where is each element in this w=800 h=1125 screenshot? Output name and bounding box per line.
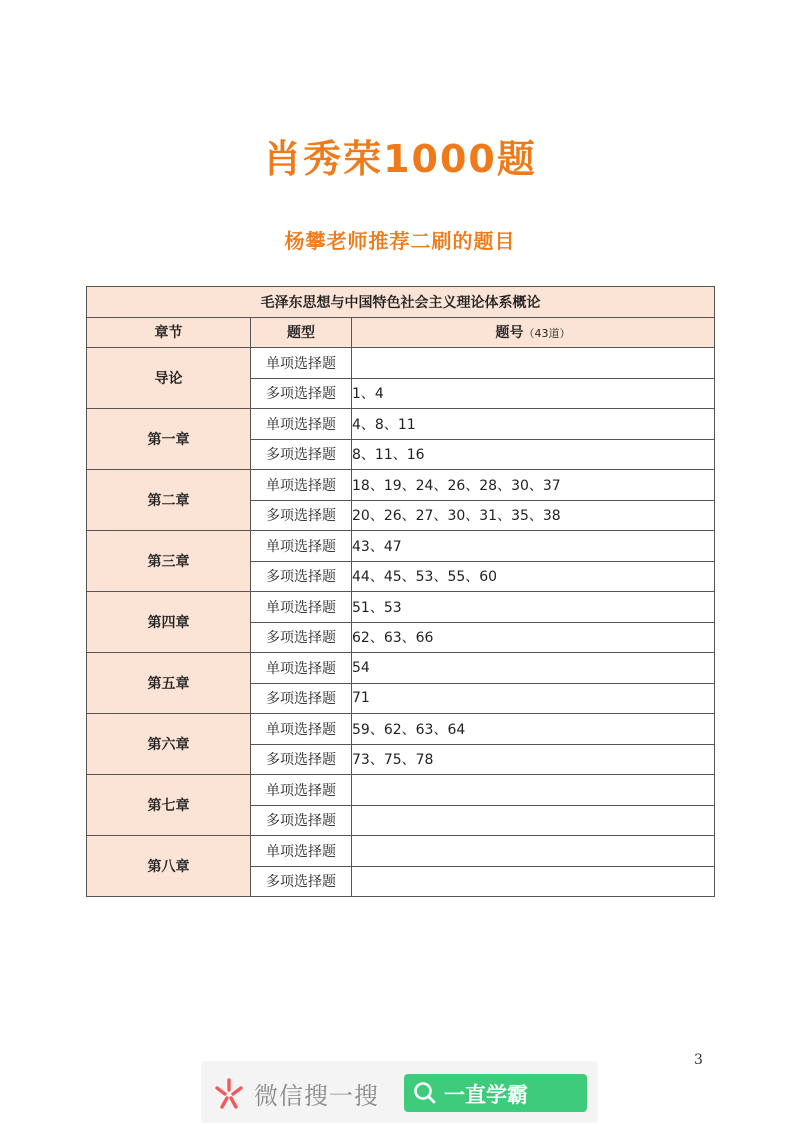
type-cell: 多项选择题	[251, 622, 352, 653]
type-cell: 单项选择题	[251, 348, 352, 379]
numbers-cell: 51、53	[352, 592, 715, 623]
numbers-cell	[352, 348, 715, 379]
header-chapter: 章节	[87, 317, 251, 348]
numbers-cell: 8、11、16	[352, 439, 715, 470]
numbers-cell: 20、26、27、30、31、35、38	[352, 500, 715, 531]
chapter-cell: 第八章	[87, 836, 251, 897]
type-cell: 单项选择题	[251, 531, 352, 562]
header-numbers-label: 题号	[495, 325, 524, 342]
chapter-cell: 导论	[87, 348, 251, 409]
chapter-cell: 第二章	[87, 470, 251, 531]
table-title: 毛泽东思想与中国特色社会主义理论体系概论	[87, 287, 715, 318]
question-table	[86, 286, 715, 897]
table-row	[87, 836, 715, 867]
type-cell: 多项选择题	[251, 378, 352, 409]
type-cell: 多项选择题	[251, 439, 352, 470]
numbers-cell: 44、45、53、55、60	[352, 561, 715, 592]
type-cell: 单项选择题	[251, 653, 352, 684]
numbers-cell: 43、47	[352, 531, 715, 562]
chapter-cell: 第六章	[87, 714, 251, 775]
numbers-cell: 54	[352, 653, 715, 684]
header-count: （43道）	[523, 327, 571, 341]
type-cell: 单项选择题	[251, 592, 352, 623]
watermark-search-query: 一直学霸	[444, 1083, 528, 1107]
page-number: 3	[694, 1052, 703, 1068]
type-cell: 单项选择题	[251, 714, 352, 745]
type-cell: 单项选择题	[251, 470, 352, 501]
numbers-cell: 59、62、63、64	[352, 714, 715, 745]
table-body	[87, 348, 715, 897]
type-cell: 多项选择题	[251, 866, 352, 897]
type-cell: 多项选择题	[251, 683, 352, 714]
numbers-cell: 18、19、24、26、28、30、37	[352, 470, 715, 501]
document-subtitle: 杨攀老师推荐二刷的题目	[284, 229, 516, 253]
table-row	[87, 592, 715, 623]
chapter-cell: 第三章	[87, 531, 251, 592]
type-cell: 多项选择题	[251, 744, 352, 775]
numbers-cell: 71	[352, 683, 715, 714]
table-row	[87, 409, 715, 440]
wechat-search-icon	[209, 1074, 249, 1114]
table-title-row	[87, 287, 715, 318]
numbers-cell	[352, 775, 715, 806]
numbers-cell: 62、63、66	[352, 622, 715, 653]
type-cell: 单项选择题	[251, 836, 352, 867]
table-row	[87, 653, 715, 684]
table-row	[87, 714, 715, 745]
table-row	[87, 348, 715, 379]
type-cell: 多项选择题	[251, 805, 352, 836]
type-cell: 单项选择题	[251, 775, 352, 806]
numbers-cell	[352, 805, 715, 836]
search-icon	[412, 1080, 438, 1106]
numbers-cell	[352, 866, 715, 897]
chapter-cell: 第七章	[87, 775, 251, 836]
watermark-app-name: 微信搜一搜	[254, 1082, 379, 1110]
type-cell: 多项选择题	[251, 500, 352, 531]
table-row	[87, 775, 715, 806]
table-row	[87, 470, 715, 501]
chapter-cell: 第五章	[87, 653, 251, 714]
chapter-cell: 第一章	[87, 409, 251, 470]
header-numbers	[352, 317, 715, 348]
table-row	[87, 531, 715, 562]
chapter-cell: 第四章	[87, 592, 251, 653]
type-cell: 单项选择题	[251, 409, 352, 440]
numbers-cell	[352, 836, 715, 867]
numbers-cell: 73、75、78	[352, 744, 715, 775]
numbers-cell: 1、4	[352, 378, 715, 409]
header-type: 题型	[251, 317, 352, 348]
table-header-row	[87, 317, 715, 348]
document-title: 肖秀荣1000题	[263, 137, 537, 181]
type-cell: 多项选择题	[251, 561, 352, 592]
numbers-cell: 4、8、11	[352, 409, 715, 440]
